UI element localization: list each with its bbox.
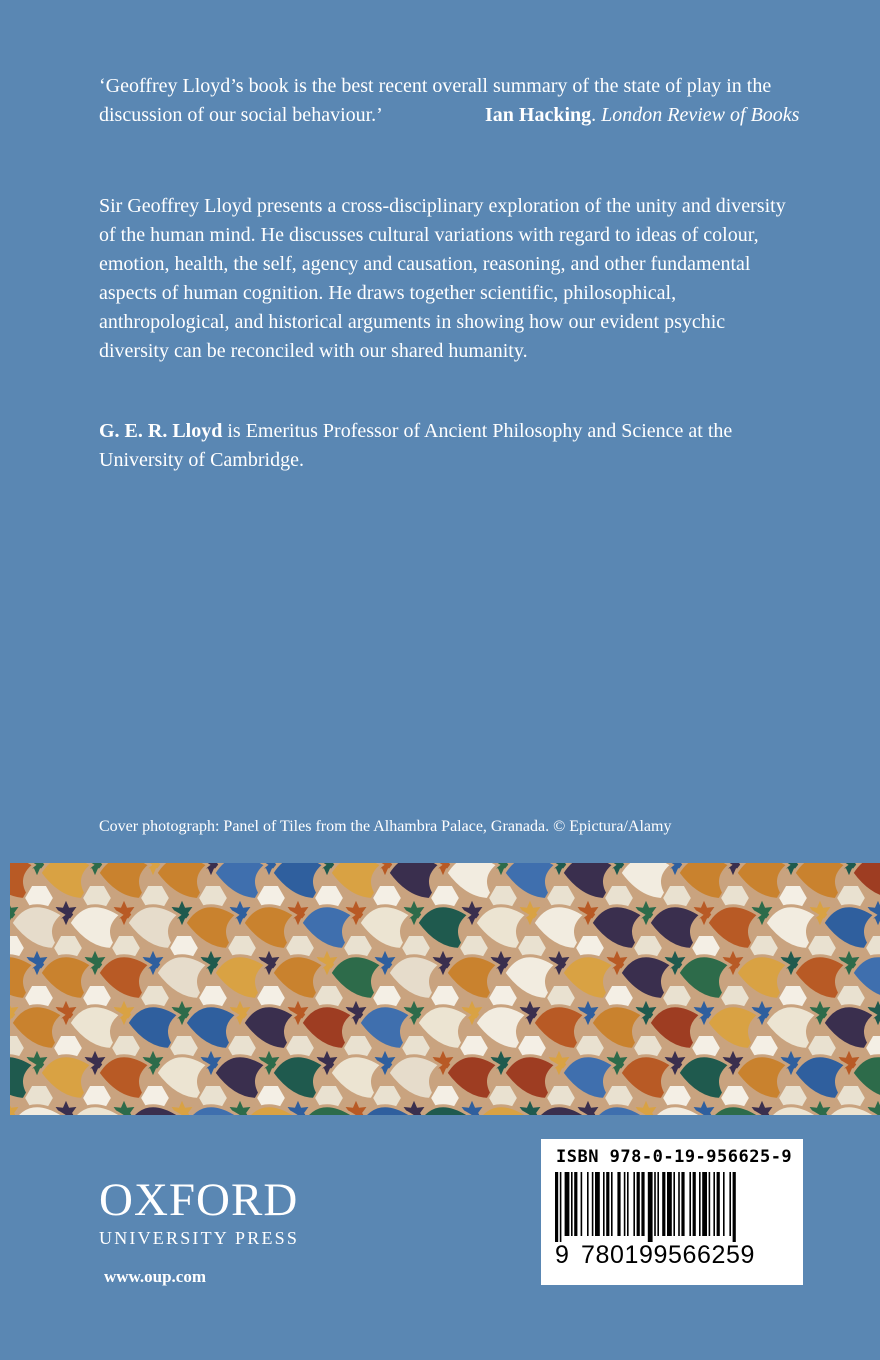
author-bio-text: is Emeritus Professor of Ancient Philosophy and Science at the University of Cambridge. [99, 420, 733, 471]
quote-text: ‘Geoffrey Lloyd’s book is the best recent overall summary of the state of play in the discussion of our social behaviour.’ [99, 75, 772, 126]
author-bio [99, 417, 789, 475]
barcode-icon [555, 1172, 789, 1242]
quote-separator: . [591, 104, 602, 126]
isbn-label: ISBN 978-0-19-956625-9 [556, 1147, 793, 1167]
quote-author: Ian Hacking [485, 104, 592, 126]
cover-credit: Cover photograph: Panel of Tiles from the Alhambra Palace, Granada. © Epictura/Alamy [99, 818, 672, 835]
publisher-url[interactable]: www.oup.com [104, 1267, 207, 1286]
quote-attribution [485, 101, 799, 130]
barcode-panel [541, 1139, 803, 1285]
oxford-logo [99, 1175, 299, 1249]
book-description: Sir Geoffrey Lloyd presents a cross-disciplinary exploration of the unity and diversity of the human mind. He discusses cultural variations with regard to ideas of colour, emotion, health, the self, agency and causation, reasoning, and other fundamental aspects of human cognition. He draws together scientific, philosophical, anthropological, and historical arguments in showing how our evident psychic diversity can be reconciled with our shared humanity. [99, 195, 786, 362]
author-name: G. E. R. Lloyd [99, 420, 223, 442]
barcode-digits: 780199566259 [581, 1241, 756, 1269]
publisher-name: OXFORD [99, 1174, 299, 1226]
barcode-lead-digit: 9 [555, 1241, 569, 1269]
publisher-subname: UNIVERSITY PRESS [99, 1228, 300, 1248]
quote-source: London Review of Books [601, 104, 800, 126]
review-quote [99, 72, 809, 130]
tile-mosaic-image [10, 863, 880, 1115]
